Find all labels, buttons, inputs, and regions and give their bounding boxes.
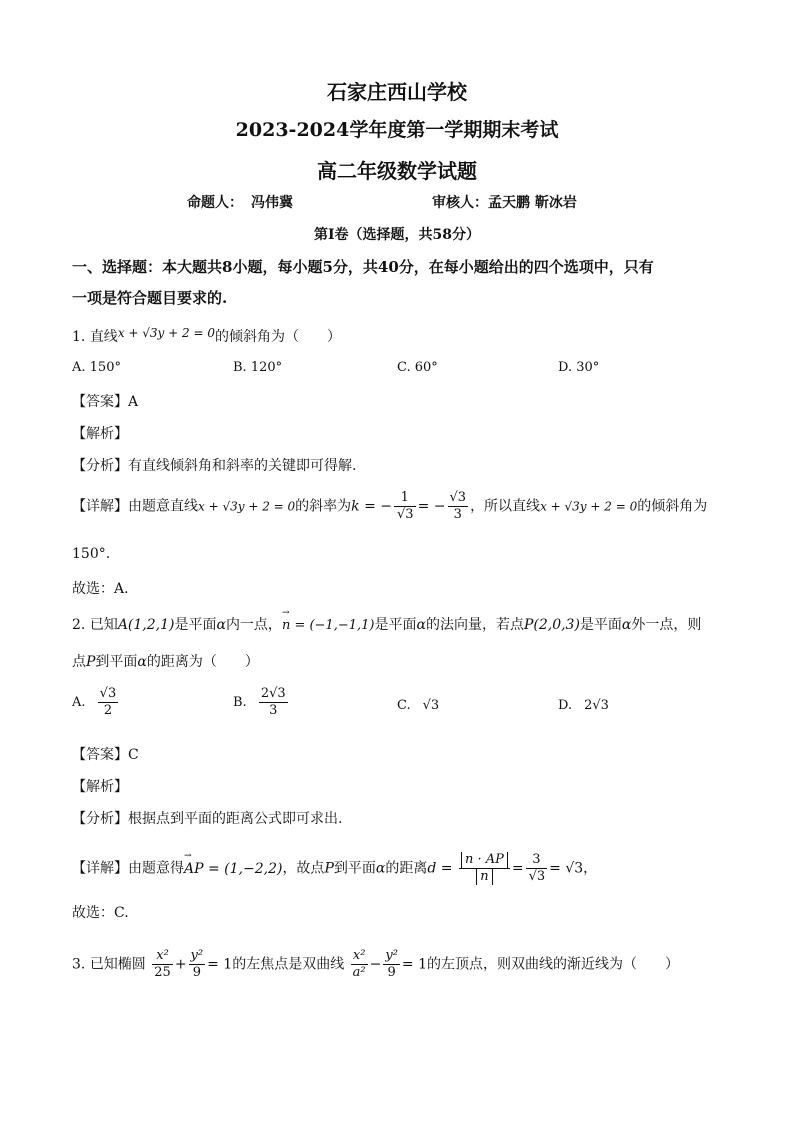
vector-ap: → AP = (1,−2,2) [184,861,282,877]
reviewer-label: 审核人： [432,195,488,211]
question-3: 3. 已知椭圆 $\frac{\text{x²}}{25}$ + $\frac{\text{y²}}{9}$ = 1的左焦点是双曲线 $\frac{\text{x²}}{\text{a²}}$ − $\frac{\text{y²}}{9}$ = 1的左顶点，则双曲线的渐近线为（ ） [72,948,680,980]
q2-choose: 故选：C. [72,905,129,921]
q2-option-d: D. 2√3 [558,698,609,713]
q1-option-d: D. 30° [558,360,600,375]
reviewer-line [432,192,577,212]
normal-vector: → n = (−1,−1,1) [282,618,375,633]
point-a: A(1,2,1) [117,617,175,633]
q1-choose: 故选：A. [72,581,129,597]
fraction-1-over-sqrt3: $\frac{1}{√3}$ [394,490,416,523]
q2-answer-value: C [128,747,139,763]
detail-tag: 【详解】 [72,498,128,515]
q1-equation: x + √3y + 2 = 0 [117,326,215,340]
volume-title: 第Ⅰ卷（选择题，共58分） [313,227,481,243]
q1-pre: 直线 [89,329,118,345]
q1-option-a: A. 150° [72,360,121,375]
point-p: P(2,0,3) [523,617,580,633]
q2-option-b: B. $\frac{2√3}{3}$ [233,686,286,718]
question-2-line2: 点P到平面α的距离为（ ） [72,654,259,670]
slope-k: k = − [351,498,393,515]
q2-analysis-tag: 【解析】 [72,779,128,795]
question-number: 1. [72,329,86,345]
q2-detail: 【详解】由题意得→ AP = (1,−2,2)，故点P到平面α的距离d = $\frac{n \cdot AP}{n}$ = $\frac{3}{√3}$ = √3， [72,852,597,885]
q1-fenxi-text: 有直线倾斜角和斜率的关键即可得解. [128,458,357,474]
q1-equation-ref: x + √3y + 2 = 0 [198,499,296,514]
section-heading-line1: 一、选择题：本大题共8小题，每小题5分，共40分，在每小题给出的四个选项中，只有 [72,258,654,276]
q2-fenxi: 【分析】根据点到平面的距离公式即可求出. [72,811,343,827]
q1-fenxi [72,455,356,475]
q1-post: 的倾斜角为（ ） [214,329,341,345]
q2-option-a: A. $\frac{√3}{2}$ [72,686,117,718]
author-line [187,192,293,212]
q2-answer: 【答案】C [72,747,139,763]
author-label: 命题人： [187,195,243,211]
q1-answer-value: A [128,394,139,410]
distance-fraction: $\frac{n \cdot AP}{n}$ [459,852,510,885]
school-name: 石家庄西山学校 [327,80,467,104]
subject-title: 高二年级数学试题 [317,159,477,183]
exam-title: 2023-2024学年度第一学期期末考试 [235,119,559,141]
q1-detail: 【详解】由题意直线x + √3y + 2 = 0的斜率为k = − $\frac{1}{√3}$ = − $\frac{√3}{3}$ ，所以直线x + √3y + 2 = 0的倾斜角为 [72,490,708,522]
question-2: 2. 已知A(1,2,1)是平面α内一点，→ n = (−1,−1,1)是平面α的法向量，若点P(2,0,3)是平面α外一点，则 [72,614,701,634]
fraction-sqrt3-over-3: $\frac{√3}{3}$ [449,490,467,522]
q1-option-c: C. 60° [397,360,438,375]
q1-result: 150°. [72,546,111,562]
reviewer: 孟天鹏 靳冰岩 [488,195,577,211]
section-heading-line2: 一项是符合题目要求的. [72,289,228,307]
q2-option-c: C. √3 [397,698,440,713]
answer-tag: 【答案】 [72,394,128,410]
q1-option-b: B. 120° [233,360,283,375]
question-1 [72,326,341,346]
author: 冯伟冀 [251,195,293,211]
q1-analysis-tag: 【解析】 [72,426,128,442]
q1-answer [72,391,138,411]
fenxi-tag: 【分析】 [72,458,128,474]
